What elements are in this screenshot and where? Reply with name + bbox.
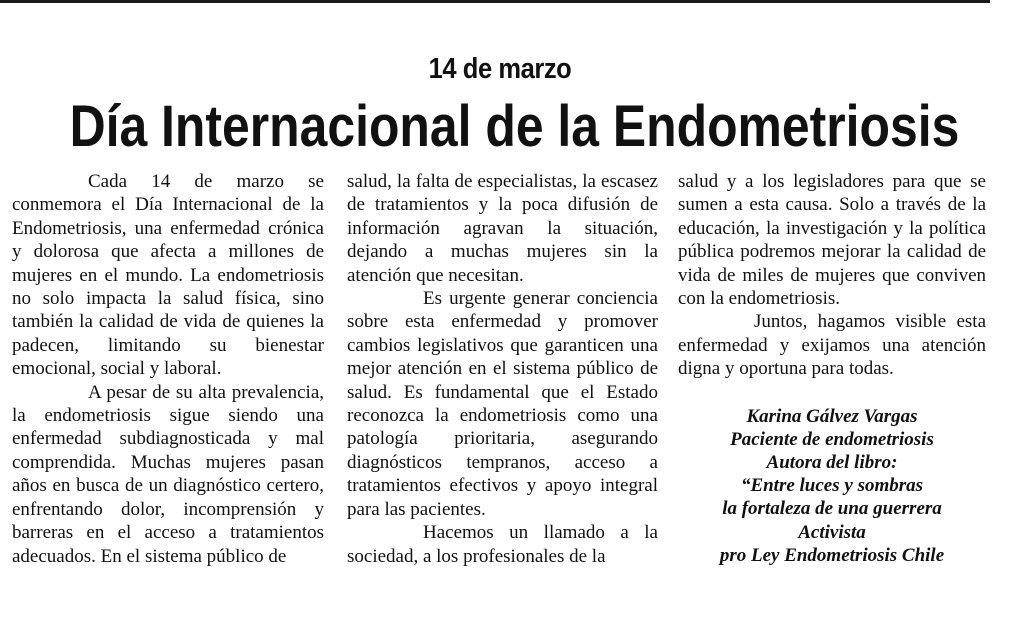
paragraph: Cada 14 de marzo se conmemora el Día Internacional de la Endometriosis, una enfermedad crónica y dolorosa que afecta a millones de mujeres en el mundo. La endometriosis no solo impacta la salud física, sino también la calidad de vida de quienes la padecen, limitando su bienestar emocional, social y laboral.	[12, 171, 324, 380]
author-role: Paciente de endometriosis	[730, 428, 934, 450]
paragraph: Es urgente generar conciencia sobre esta enfermedad y promover cambios legislativos que garanticen una mejor atención en el sistema público de salud. Es fundamental que el Estado reconozca la endometriosis como una patología prioritaria, asegurando diagnósticos tempranos, acceso a tratamientos efectivos y apoyo integral para las pacientes.	[347, 288, 658, 520]
author-book-label: Autora del libro:	[766, 452, 898, 474]
paragraph: salud, la falta de especialistas, la escasez de tratamientos y la poca difusión de información agravan la situación, dejando a muchas mujeres sin la atención que necesitan.	[347, 171, 658, 286]
paragraph: Hacemos un llamado a la sociedad, a los profesionales de la	[347, 522, 658, 567]
author-signature-block	[678, 405, 986, 567]
author-book-title: “Entre luces y sombras	[740, 475, 924, 497]
author-activist-cause: pro Ley Endometriosis Chile	[719, 544, 945, 566]
author-book-subtitle: la fortaleza de una guerrera	[722, 498, 942, 520]
paragraph: Juntos, hagamos visible esta enfermedad y exijamos una atención digna y oportuna para todas.	[678, 311, 986, 380]
author-name: Karina Gálvez Vargas	[746, 405, 918, 427]
article-column-2	[347, 170, 658, 568]
article-column-1	[12, 170, 324, 568]
article-headline: Día Internacional de la Endometriosis	[69, 94, 960, 159]
paragraph: salud y a los legisladores para que se sumen a esta causa. Solo a través de la educación, la investigación y la política pública podremos mejorar la calidad de vida de miles de mujeres que conviven con la endometriosis.	[678, 171, 986, 310]
article-column-3	[678, 170, 986, 567]
author-activist-label: Activista	[798, 521, 866, 543]
paragraph: A pesar de su alta prevalencia, la endometriosis sigue siendo una enfermedad subdiagnosticada y mal comprendida. Muchas mujeres pasan años en busca de un diagnóstico certero, enfrentando dolor, incomprensión y barreras en el acceso a tratamientos adecuados. En el sistema público de	[12, 381, 324, 567]
top-divider-rule	[0, 0, 990, 3]
date-kicker: 14 de marzo	[428, 53, 572, 85]
